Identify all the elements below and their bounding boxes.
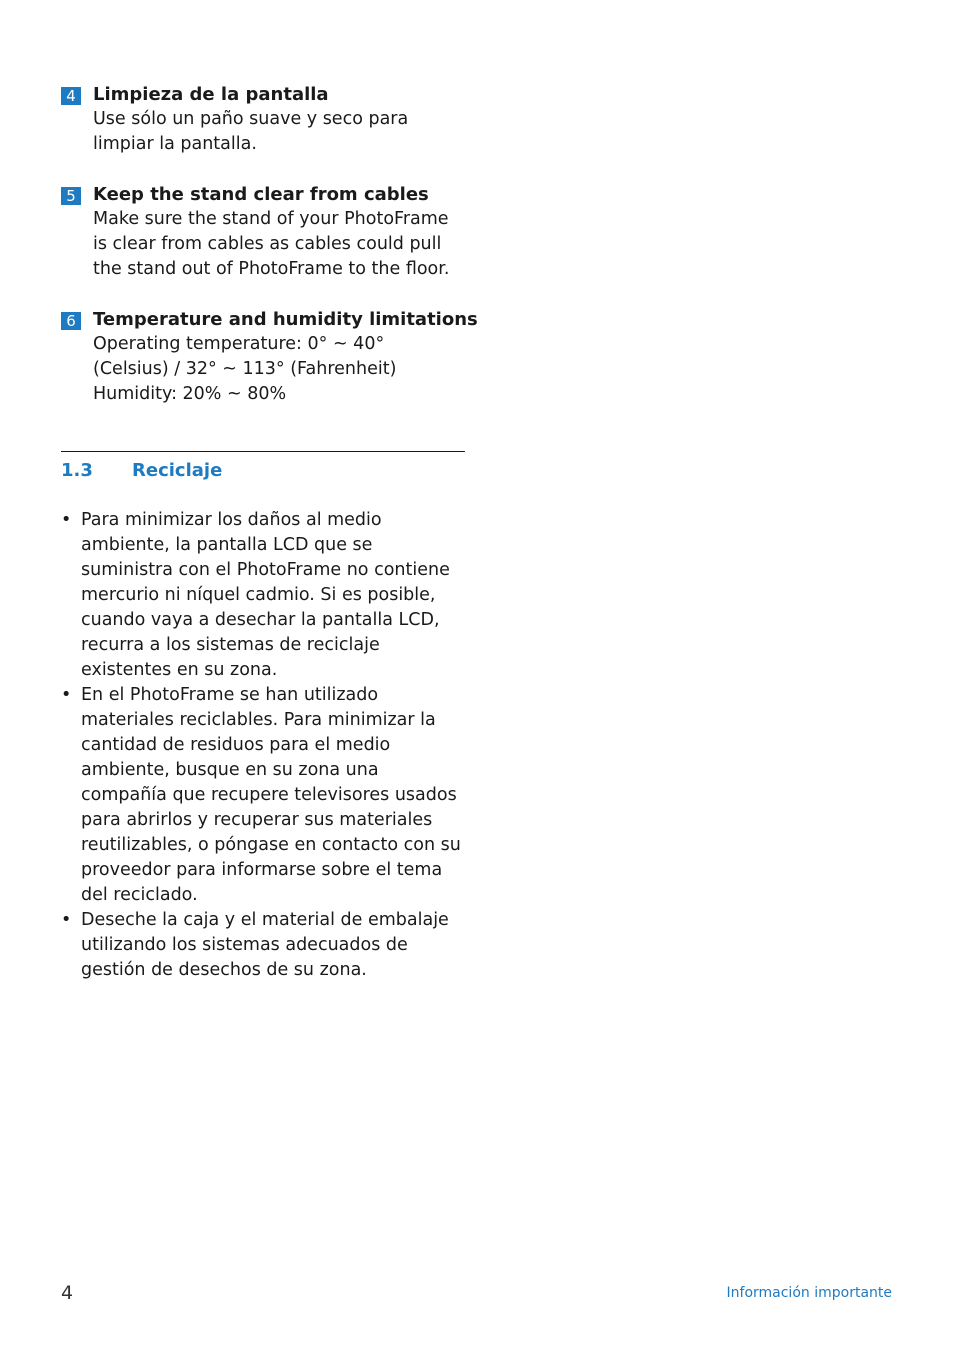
step-title: Limpieza de la pantalla xyxy=(93,84,329,105)
section-divider xyxy=(61,451,465,452)
recycling-list xyxy=(61,508,465,983)
list-item-text: Para minimizar los daños al medio ambiente, la pantalla LCD que se suministra con el PhotoFrame no contiene mercurio ni níquel cadmio. Si es posible, cuando vaya a desechar la pantalla LCD, recurra a los sistemas de reciclaje existentes en su zona. xyxy=(81,510,450,680)
step-number-badge: 6 xyxy=(61,312,81,330)
list-item xyxy=(61,508,465,683)
list-item-text: En el PhotoFrame se han utilizado materiales reciclables. Para minimizar la cantidad de residuos para el medio ambiente, busque en su zona una compañía que recupere televisores usados para abrirlos y recuperar sus materiales reutilizables, o póngase en contacto con su proveedor para informarse sobre el tema del reciclado. xyxy=(81,685,461,905)
step-item-6 xyxy=(61,307,478,407)
section-number: 1.3 xyxy=(61,460,93,481)
section-heading xyxy=(61,458,465,483)
page-number: 4 xyxy=(61,1282,74,1304)
list-item-text: Deseche la caja y el material de embalaje utilizando los sistemas adecuados de gestión de desechos de su zona. xyxy=(81,910,449,980)
footer-section-label: Información importante xyxy=(726,1285,892,1301)
bullet-icon: • xyxy=(61,685,72,705)
bullet-icon: • xyxy=(61,910,72,930)
step-body: Make sure the stand of your PhotoFrame is clear from cables as cables could pull the stand out of PhotoFrame to the floor. xyxy=(93,209,450,279)
step-number-badge: 4 xyxy=(61,87,81,105)
step-title: Keep the stand clear from cables xyxy=(93,184,429,205)
section-title: Reciclaje xyxy=(132,460,223,481)
list-item xyxy=(61,908,465,983)
content-column xyxy=(61,82,478,983)
step-item-5 xyxy=(61,182,465,282)
step-body: Use sólo un paño suave y seco para limpiar la pantalla. xyxy=(93,109,409,154)
step-item-4 xyxy=(61,82,465,157)
bullet-icon: • xyxy=(61,510,72,530)
step-title: Temperature and humidity limitations xyxy=(93,309,478,330)
list-item xyxy=(61,683,465,908)
step-number-badge: 5 xyxy=(61,187,81,205)
step-body: Operating temperature: 0° ~ 40° (Celsius) / 32° ~ 113° (Fahrenheit) Humidity: 20% ~ 80% xyxy=(93,334,397,404)
